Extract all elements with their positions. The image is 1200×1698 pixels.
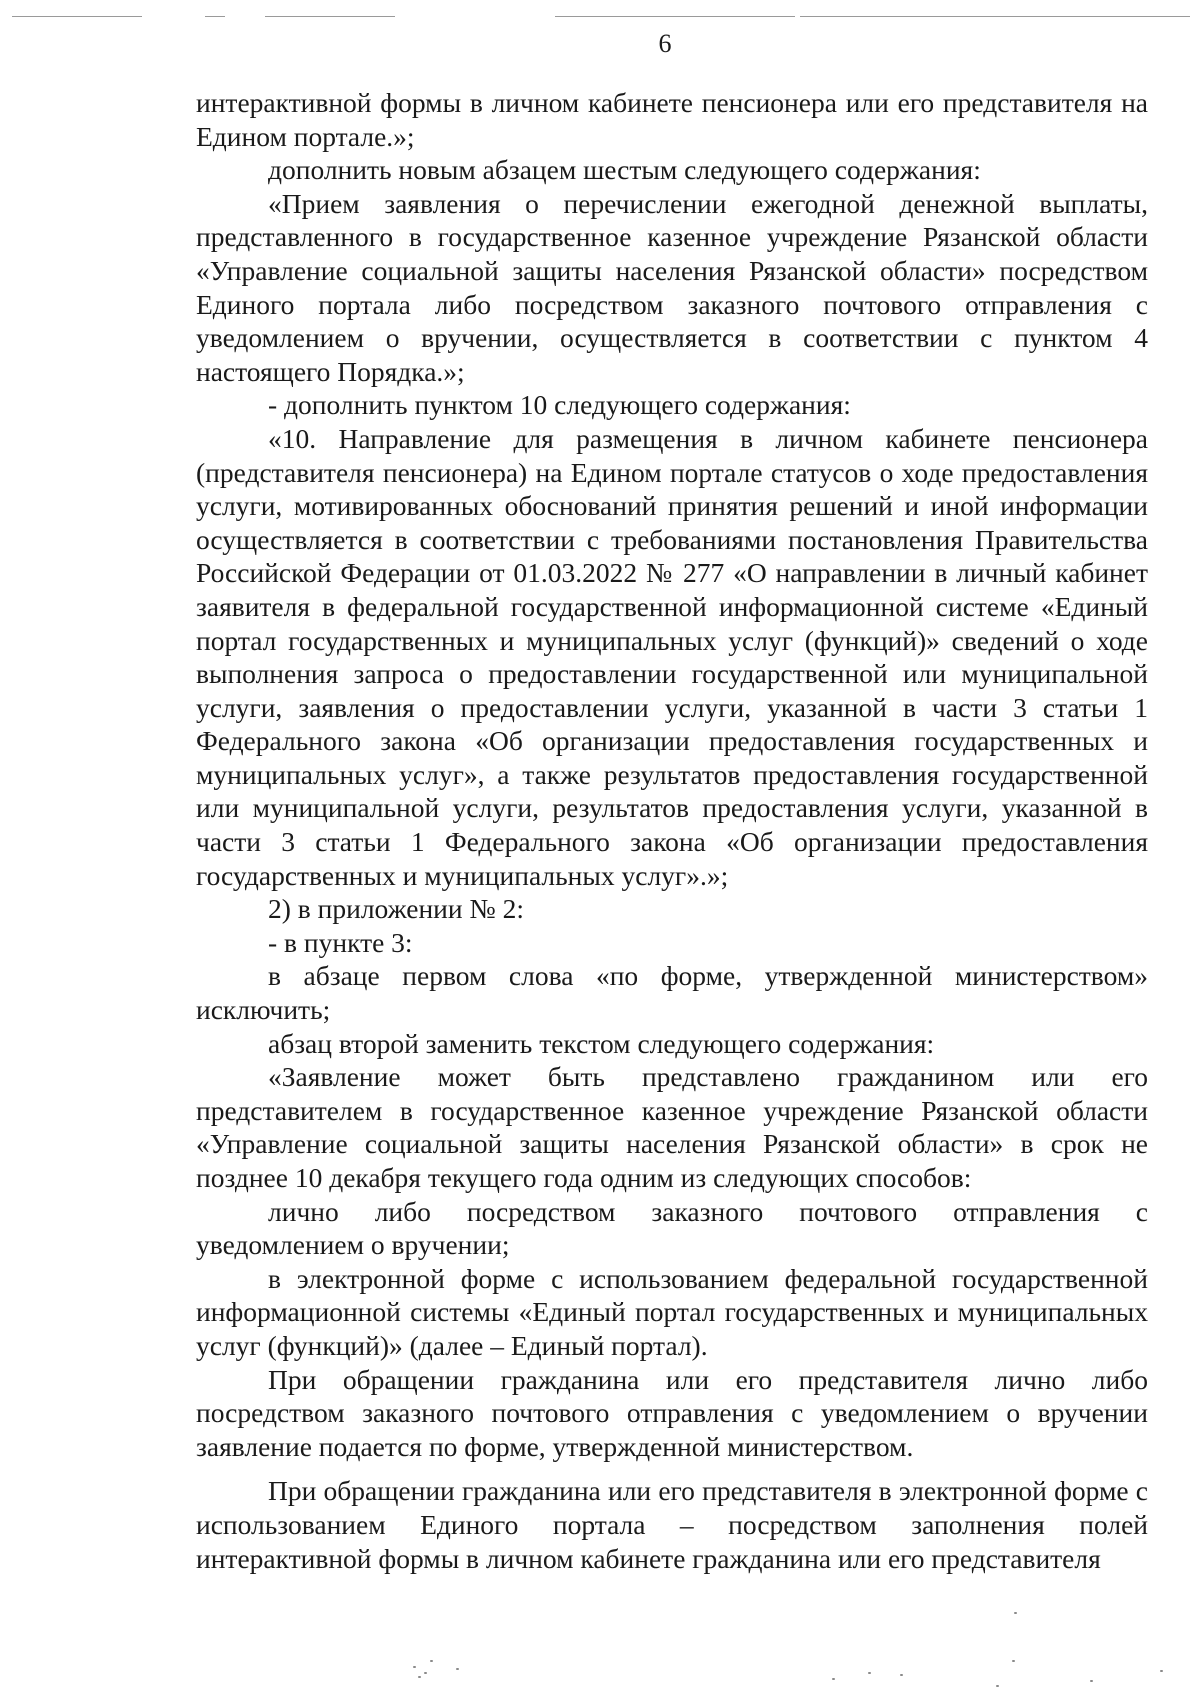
scan-speck [413, 1666, 416, 1668]
scan-speck [1012, 1660, 1015, 1662]
paragraph: дополнить новым абзацем шестым следующего содержания: [268, 154, 981, 186]
paragraph: в абзаце первом слова «по форме, утвержденной министерством» исключить; [196, 960, 1148, 1026]
scan-speck [996, 1685, 999, 1687]
paragraph: «Прием заявления о перечислении ежегодной денежной выплаты, представленного в государственное казенное учреждение Рязанской области «Управление социальной защиты населения Рязанской области» посредством Единого портала либо посредством заказного почтового отправления с уведомлением о вручении, осуществляется в соответствии с пунктом 4 настоящего Порядка.»; [196, 187, 1148, 387]
paragraph: - дополнить пунктом 10 следующего содержания: [268, 389, 851, 421]
scan-speck [868, 1672, 871, 1674]
scan-speck [424, 1672, 427, 1674]
document-body [196, 86, 1148, 1575]
paragraph: абзац второй заменить текстом следующего содержания: [268, 1027, 935, 1059]
scan-speck [900, 1674, 903, 1676]
scan-top-edge [0, 16, 1200, 22]
scan-speck [1160, 1670, 1163, 1672]
paragraph: лично либо посредством заказного почтового отправления с уведомлением о вручении; [196, 1195, 1148, 1261]
paragraph: «Заявление может быть представлено гражданином или его представителем в государственное казенное учреждение Рязанской области «Управление социальной защиты населения Рязанской области» в срок не позднее 10 декабря текущего года одним из следующих способов: [196, 1061, 1148, 1193]
paragraph: интерактивной формы в личном кабинете пенсионера или его представителя на Едином портале.»; [196, 87, 1148, 152]
scan-speck [832, 1678, 835, 1680]
paragraph: 2) в приложении № 2: [268, 893, 524, 925]
scan-speck [1014, 1612, 1017, 1614]
scan-speck [430, 1660, 433, 1662]
scan-speck [418, 1676, 421, 1678]
paragraph: При обращении гражданина или его представителя лично либо посредством заказного почтового отправления с уведомлением о вручении заявление подается по форме, утвержденной министерством. [196, 1363, 1148, 1462]
page-number: 6 [658, 29, 672, 58]
paragraph: в электронной форме с использованием федеральной государственной информационной системы «Единый портал государственных и муниципальных услуг (функций)» (далее – Единый портал). [196, 1262, 1148, 1361]
paragraph: При обращении гражданина или его представителя в электронной форме с использованием Единого портала – посредством заполнения полей интерактивной формы в личном кабинете гражданина или его представителя [196, 1475, 1148, 1574]
scan-speck [1090, 1680, 1093, 1682]
paragraph: «10. Направление для размещения в личном кабинете пенсионера (представителя пенсионера) на Едином портале статусов о ходе предоставления услуги, мотивированных обоснований принятия решений и иной информации осуществляется в соответствии с требованиями постановления Правительства Российской Федерации от 01.03.2022 № 277 «О направлении в личный кабинет заявителя в федеральной государственной информационной системе «Единый портал государственных и муниципальных услуг (функций)» сведений о ходе выполнения запроса о предоставлении государственной или муниципальной услуги, заявления о предоставлении услуги, указанной в части 3 статьи 1 Федерального закона «Об организации предоставления государственных и муниципальных услуг», а также результатов предоставления государственной или муниципальной услуги, результатов предоставления услуги, указанной в части 3 статьи 1 Федерального закона «Об организации предоставления государственных и муниципальных услуг».»; [196, 422, 1148, 891]
scan-speck [456, 1668, 459, 1670]
paragraph: - в пункте 3: [268, 926, 413, 958]
